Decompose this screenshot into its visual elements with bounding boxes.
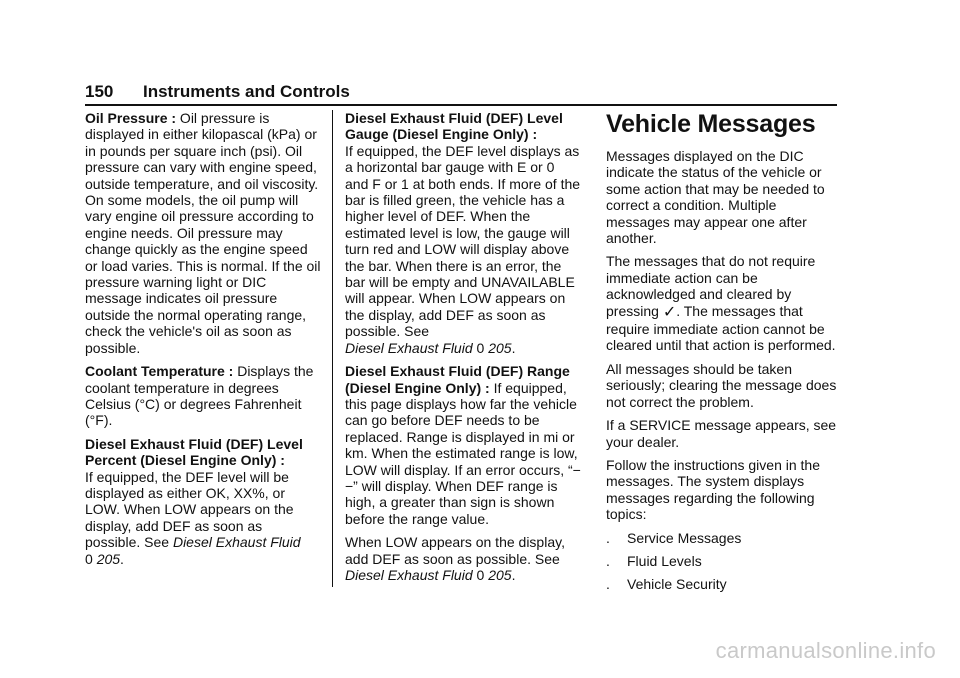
bullet-icon: . <box>606 552 610 569</box>
column-left <box>85 110 321 574</box>
oil-pressure-paragraph <box>85 110 321 356</box>
service-paragraph: If a SERVICE message appears, see your dealer. <box>606 417 837 450</box>
vehicle-messages-heading: Vehicle Messages <box>606 110 816 138</box>
def-range-text: If equipped, this page displays how far the vehicle can go before DEF needs to be replaced. Range is displayed in mi or km. When the estimated range is low, LOW will display. If an error occurs, “−−” will display. When DEF range is high, a greater than sign is shown before the range value. <box>345 379 581 527</box>
page-ref-symbol: 0 <box>85 550 97 567</box>
oil-pressure-text: Oil pressure is displayed in either kilopascal (kPa) or in pounds per square inch (psi). Oil pressure can vary with engine speed, outside temperature, and oil viscosity. On some models, the oil pump will vary engine oil pressure according to engine needs. Oil pressure may change quickly as the engine speed or load varies. This is normal. If the oil pressure warning light or DIC message indicates oil pressure outside the normal operating range, check the vehicle's oil as soon as possible. <box>85 110 321 356</box>
def-gauge-link[interactable]: Diesel Exhaust Fluid <box>345 339 473 356</box>
acknowledge-text-after: . The messages that require immediate action cannot be cleared until that action is performed. <box>606 302 836 354</box>
page-header <box>85 80 837 106</box>
bullet-icon: . <box>606 529 610 546</box>
list-item <box>606 553 840 569</box>
def-percent-page-ref[interactable]: 205 <box>96 550 121 567</box>
def-gauge-paragraph: Diesel Exhaust Fluid (DEF) Level Gauge (Diesel Engine Only) : If equipped, the DEF level displays as a horizontal bar gauge with E or 0 and F or 1 at both ends. If more of the bar is filled green, the vehicle has a higher level of DEF. When the estimated level is low, the gauge will turn red and LOW will display above the bar. When there is an error, the bar will be empty and UNAVAILABLE will appear. When LOW appears on the display, add DEF as soon as possible. See Diesel Exhaust Fluid 0 205. <box>345 110 581 356</box>
serious-paragraph: All messages should be taken seriously; clearing the message does not correct the problem. <box>606 360 837 410</box>
list-item <box>606 530 840 546</box>
list-item <box>606 576 840 592</box>
def-percent-label: Diesel Exhaust Fluid (DEF) Level Percent (Diesel Engine Only) : <box>85 435 303 469</box>
watermark: carmanualsonline.info <box>715 638 936 663</box>
column-middle <box>345 110 581 590</box>
column-divider <box>332 110 333 587</box>
acknowledge-text-before: The messages that do not require immediate action can be acknowledged and cleared by pressing <box>606 253 816 319</box>
coolant-paragraph <box>85 363 321 429</box>
column-right <box>606 110 840 600</box>
def-gauge-label: Diesel Exhaust Fluid (DEF) Level Gauge (Diesel Engine Only) : <box>345 110 563 143</box>
def-percent-paragraph: Diesel Exhaust Fluid (DEF) Level Percent (Diesel Engine Only) : If equipped, the DEF level will be displayed as either OK, XX%, or LOW. When LOW appears on the display, add DEF as soon as possible. See Diesel Exhaust Fluid 0 205. <box>85 435 303 567</box>
page-number: 150 <box>85 82 114 101</box>
def-gauge-text: If equipped, the DEF level displays as a horizontal bar gauge with E or 0 and F or 1 at both ends. If more of the bar is filled green, the vehicle has a higher level of DEF. When the estimated level is low, the gauge will turn red and LOW will display above the bar. When there is an error, the bar will be empty and UNAVAILABLE will appear. When LOW appears on the display, add DEF as soon as possible. See <box>345 142 581 340</box>
list-item-label: Vehicle Security <box>627 576 727 593</box>
def-gauge-page-ref[interactable]: 205 <box>488 339 512 356</box>
low-note-text: When LOW appears on the display, add DEF as soon as possible. See <box>345 534 565 567</box>
messages-intro: Messages displayed on the DIC indicate the status of the vehicle or some action that may be needed to correct a condition. Multiple messages may appear one after another. <box>606 148 825 247</box>
coolant-label: Coolant Temperature : <box>85 363 234 380</box>
def-range-paragraph <box>345 363 581 527</box>
bullet-icon: . <box>606 576 610 593</box>
list-item-label: Service Messages <box>627 529 742 546</box>
def-percent-text: If equipped, the DEF level will be displayed as either OK, XX%, or LOW. When LOW appears on the display, add DEF as soon as possible. See <box>85 468 294 551</box>
coolant-text: Displays the coolant temperature in degrees Celsius (°C) or degrees Fahrenheit (°F). <box>85 363 314 429</box>
def-range-label: Diesel Exhaust Fluid (DEF) Range (Diesel Engine Only) : <box>345 363 570 396</box>
topics-paragraph: Follow the instructions given in the messages. The system displays messages regarding the following topics: <box>606 456 820 523</box>
low-note-page-ref[interactable]: 205 <box>488 566 512 583</box>
page-ref-symbol: 0 <box>472 566 489 583</box>
low-note-link[interactable]: Diesel Exhaust Fluid <box>345 566 473 583</box>
low-note-paragraph: When LOW appears on the display, add DEF as soon as possible. See Diesel Exhaust Fluid 0 205. <box>345 534 565 583</box>
def-percent-link[interactable]: Diesel Exhaust Fluid <box>172 534 301 551</box>
list-item-label: Fluid Levels <box>627 552 702 569</box>
section-title: Instruments and Controls <box>143 82 350 101</box>
page-ref-symbol: 0 <box>472 339 489 356</box>
acknowledge-paragraph <box>606 253 840 353</box>
oil-pressure-label: Oil Pressure : <box>85 110 177 126</box>
checkmark-icon: ✓ <box>662 303 677 321</box>
topics-list <box>606 530 840 593</box>
